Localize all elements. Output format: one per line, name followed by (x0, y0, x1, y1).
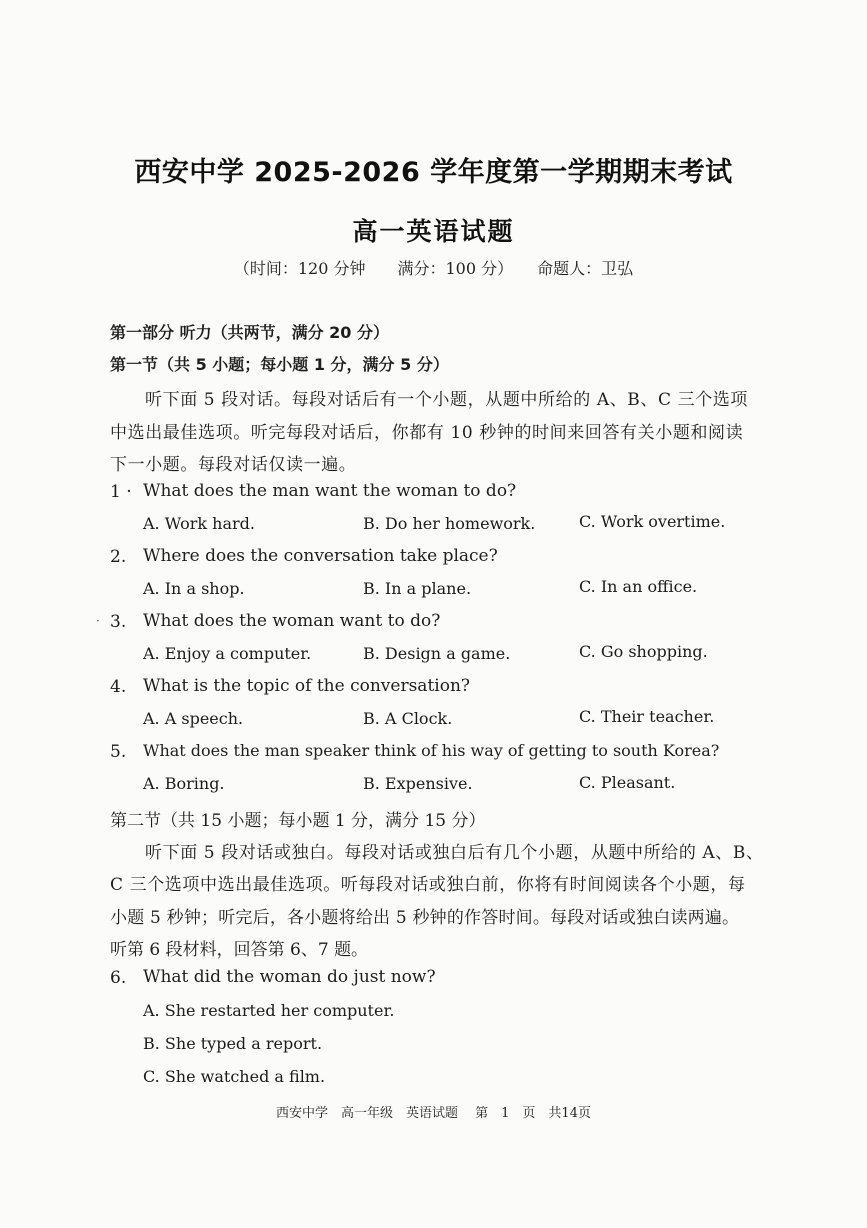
option-b: B. A Clock. (363, 709, 453, 728)
option-a: A. Work hard. (143, 514, 255, 533)
question-text: What does the man want the woman to do? (143, 481, 517, 501)
question-number: 2. (110, 547, 127, 567)
option-c: C. In an office. (579, 577, 698, 596)
section2-instruction-line: 听第 6 段材料，回答第 6、7 题。 (110, 940, 369, 960)
exam-subtitle: 高一英语试题 (352, 217, 515, 246)
option-b: B. In a plane. (363, 579, 472, 598)
section2-heading: 第二节（共 15 小题；每小题 1 分，满分 15 分） (110, 811, 486, 831)
option-c: C. Pleasant. (579, 773, 676, 792)
option-b: B. Design a game. (363, 644, 511, 663)
option-a: A. Enjoy a computer. (143, 644, 312, 663)
question-text: What is the topic of the conversation? (143, 676, 471, 696)
section1-heading: 第一节（共 5 小题；每小题 1 分，满分 5 分） (110, 355, 449, 374)
question-text: Where does the conversation take place? (143, 546, 498, 566)
option-c: C. Work overtime. (579, 512, 726, 531)
section1-instruction-line: 下一小题。每段对话仅读一遍。 (110, 455, 357, 475)
option-b: B. She typed a report. (143, 1034, 323, 1053)
page-footer: 西安中学 高一年级 英语试题 第 1 页 共14页 (276, 1106, 591, 1121)
question-text: What does the woman want to do? (143, 611, 441, 631)
section1-instruction-line: 听下面 5 段对话。每段对话后有一个小题，从题中所给的 A、B、C 三个选项 (145, 390, 749, 410)
section2-instruction-line: C 三个选项中选出最佳选项。听每段对话或独白前，你将有时间阅读各个小题，每 (110, 875, 746, 895)
part1-heading: 第一部分 听力（共两节，满分 20 分） (110, 323, 389, 342)
option-c: C. She watched a film. (143, 1067, 326, 1086)
option-b: B. Do her homework. (363, 514, 536, 533)
option-a: A. A speech. (143, 709, 244, 728)
section2-instruction-line: 小题 5 秒钟；听完后，各小题将给出 5 秒钟的作答时间。每段对话或独白读两遍。 (110, 908, 740, 928)
section2-instruction-line: 听下面 5 段对话或独白。每段对话或独白后有几个小题，从题中所给的 A、B、 (145, 843, 764, 863)
option-c: C. Their teacher. (579, 707, 715, 726)
exam-info: （时间：120 分钟 满分：100 分） 命题人：卫弘 (233, 259, 634, 278)
option-a: A. Boring. (143, 774, 225, 793)
option-a: A. She restarted her computer. (143, 1001, 395, 1020)
question-text: What does the man speaker think of his way of getting to south Korea? (143, 741, 720, 760)
exam-title: 西安中学 2025-2026 学年度第一学期期末考试 (134, 157, 733, 188)
question-number: 6. (110, 968, 127, 988)
question-number: 4. (110, 677, 127, 697)
option-c: C. Go shopping. (579, 642, 708, 661)
section1-instruction-line: 中选出最佳选项。听完每段对话后，你都有 10 秒钟的时间来回答有关小题和阅读 (110, 423, 744, 443)
question-text: What did the woman do just now? (143, 967, 436, 987)
question-number: 5. (110, 742, 127, 762)
option-a: A. In a shop. (143, 579, 245, 598)
question-number: 1 · (110, 482, 132, 502)
scan-speck: · (96, 614, 100, 628)
question-number: 3. (110, 612, 127, 632)
option-b: B. Expensive. (363, 774, 473, 793)
